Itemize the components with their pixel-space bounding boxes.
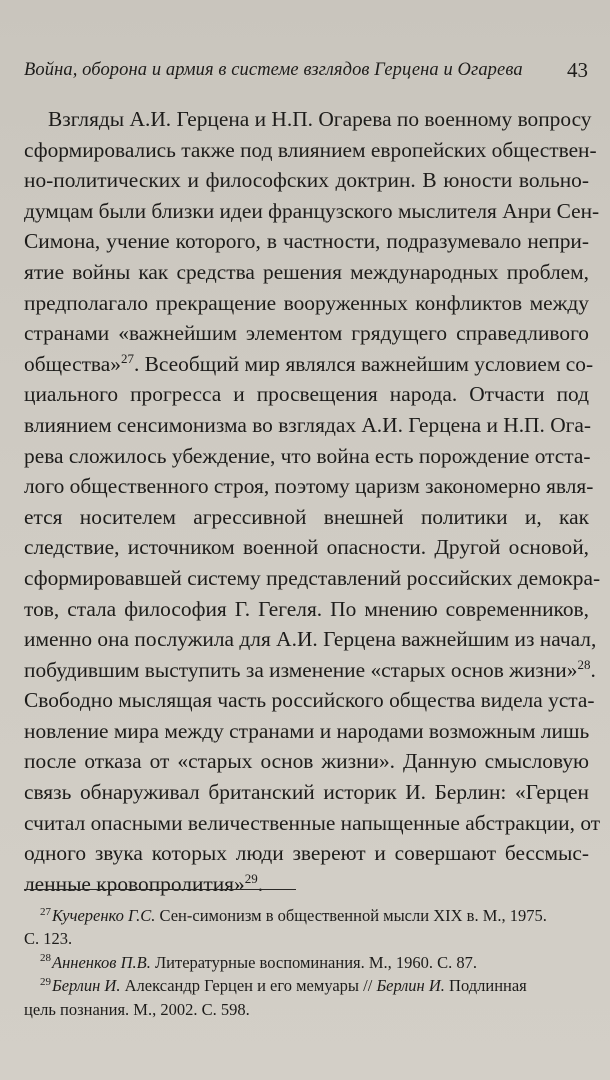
text-line: тов, стала философия Г. Гегеля. По мнению современников, bbox=[24, 596, 589, 621]
footnote-divider bbox=[24, 889, 296, 890]
footnote-text: Сен-симонизм в общественной мысли XIX в. М., 1975. bbox=[155, 906, 547, 925]
text-line: рева сложилось убеждение, что война есть порождение отста- bbox=[24, 443, 591, 468]
footnote-29 bbox=[24, 974, 590, 997]
text-line: считал опасными величественные напыщенные абстракции, от bbox=[24, 810, 601, 835]
running-title: Война, оборона и армия в системе взглядов Герцена и Огарева bbox=[24, 60, 523, 80]
text-line: после отказа от «старых основ жизни». Данную смысловую bbox=[24, 749, 589, 774]
text-line: Взгляды А.И. Герцена и Н.П. Огарева по военному вопросу bbox=[48, 107, 592, 131]
footnote-28 bbox=[24, 951, 590, 974]
footnote-text: Александр Герцен и его мемуары // bbox=[120, 976, 377, 996]
text-line: одного звука которых люди звереют и совершают бессмыс- bbox=[24, 841, 589, 866]
footnote-29-continuation: цель познания. М., 2002. С. 598. bbox=[24, 999, 250, 1019]
footnote-number: 29 bbox=[40, 975, 51, 988]
text-line: связь обнаруживал британский историк И. Берлин: «Герцен bbox=[24, 780, 589, 805]
footnote-ref-27: 27 bbox=[120, 350, 134, 366]
footnote-27 bbox=[24, 904, 590, 927]
footnote-text: Подлинная bbox=[444, 976, 527, 996]
text-line: сформировались также под влиянием европейских обществен- bbox=[24, 137, 597, 162]
text-line bbox=[24, 349, 594, 380]
text-line: но-политических и философских доктрин. В юности вольно- bbox=[24, 168, 589, 193]
text-line: Свободно мыслящая часть российского общества видела уста- bbox=[24, 688, 595, 713]
text-line: именно она послужила для А.И. Герцена важнейшим из начал, bbox=[24, 627, 597, 652]
text-fragment: общества» bbox=[24, 351, 121, 376]
text-fragment: побудившим выступить за изменение «старых основ жизни» bbox=[24, 657, 578, 682]
text-line: думцам были близки идеи французского мыслителя Анри Сен- bbox=[24, 198, 600, 223]
footnote-text: Литературные воспоминания. М., 1960. С. 87. bbox=[150, 952, 478, 972]
text-line: сформировавшей систему представлений российских демокра- bbox=[24, 565, 601, 590]
footnote-number: 28 bbox=[40, 952, 51, 965]
footnote-number: 27 bbox=[40, 905, 51, 918]
text-line: влиянием сенсимонизма во взглядах А.И. Герцена и Н.П. Ога- bbox=[24, 412, 592, 437]
text-fragment: . bbox=[590, 657, 596, 682]
text-line: предполагало прекращение вооруженных конфликтов между bbox=[24, 290, 589, 315]
text-line: Симона, учение которого, в частности, подразумевало непри- bbox=[24, 229, 589, 254]
footnote-author: Берлин И. bbox=[52, 976, 121, 996]
text-line: новление мира между странами и народами возможным лишь bbox=[24, 718, 590, 743]
text-fragment: . Всеобщий мир являлся важнейшим условием со- bbox=[133, 351, 594, 376]
footnote-ref-28: 28 bbox=[577, 656, 591, 672]
text-fragment: ленные кровопролития» bbox=[24, 871, 245, 896]
footnote-27-continuation: С. 123. bbox=[24, 929, 73, 949]
text-line: странами «важнейшим элементом грядущего справедливого bbox=[24, 321, 589, 346]
text-line: циального прогресса и просвещения народа. Отчасти под bbox=[24, 382, 589, 407]
page-number: 43 bbox=[567, 58, 588, 82]
text-line: ется носителем агрессивной внешней политики и, как bbox=[24, 504, 589, 529]
footnotes bbox=[24, 904, 590, 1021]
text-line bbox=[24, 869, 589, 900]
text-line: ятие войны как средства решения международных проблем, bbox=[24, 259, 589, 284]
main-text bbox=[24, 104, 601, 899]
text-fragment: . bbox=[257, 871, 264, 896]
footnote-ref-29: 29 bbox=[244, 870, 258, 886]
text-line: лого общественного строя, поэтому царизм закономерно явля- bbox=[24, 474, 594, 499]
text-line bbox=[24, 655, 596, 686]
footnote-author: Анненков П.В. bbox=[52, 952, 151, 972]
footnote-author: Кучеренко Г.С. bbox=[52, 906, 156, 925]
text-line: следствие, источником военной опасности. Другой основой, bbox=[24, 535, 589, 560]
footnote-author: Берлин И. bbox=[376, 976, 445, 996]
